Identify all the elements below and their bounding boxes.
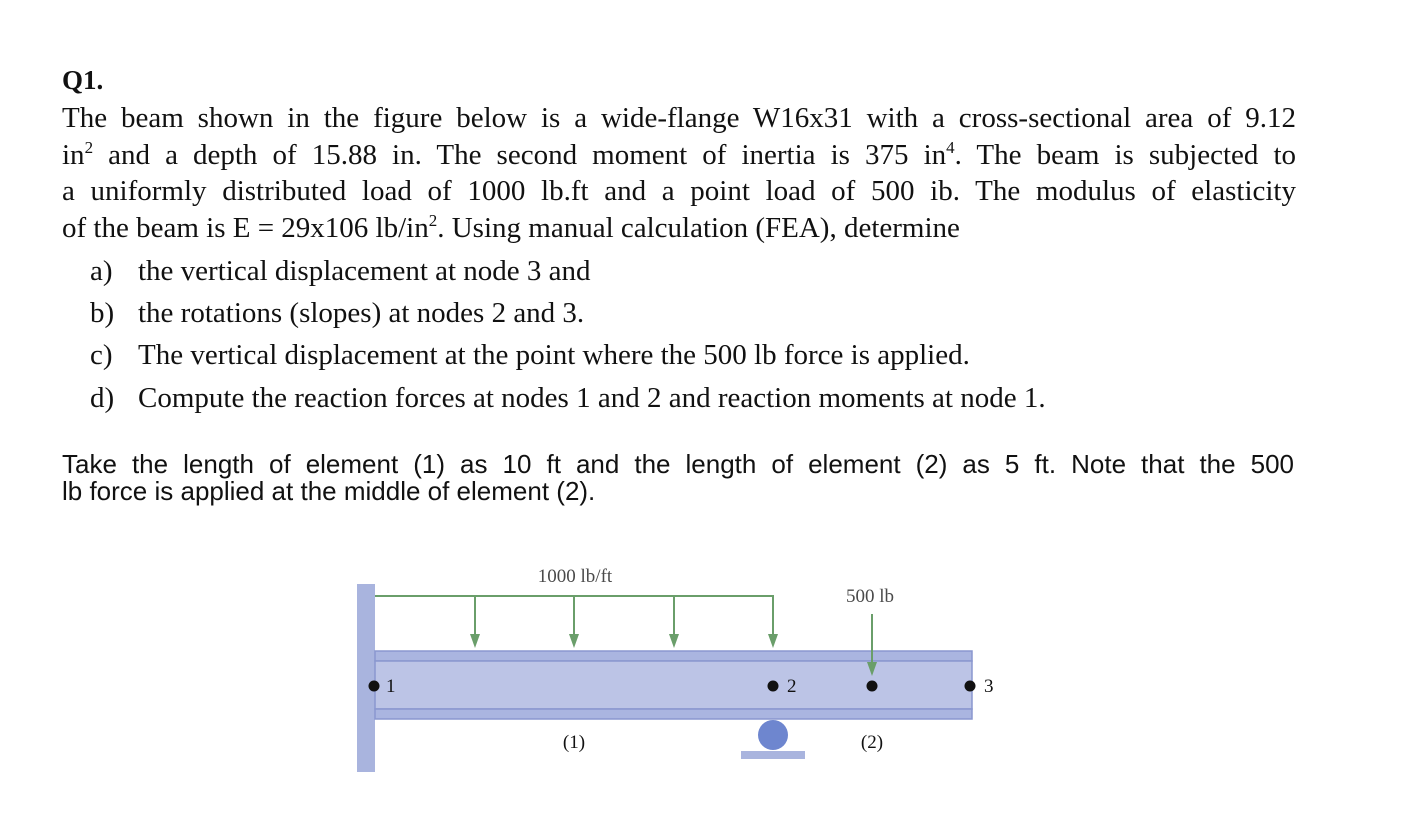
superscript: 2	[84, 138, 94, 157]
question-title: Q1.	[62, 65, 104, 95]
element-2-label: (2)	[860, 732, 884, 753]
node-3-dot	[965, 681, 976, 692]
load-point-dot	[867, 681, 878, 692]
beam-web	[375, 661, 972, 709]
paragraph-line-1: The beam shown in the figure below is a wide-flange W16x31 with a cross-sectional area of 9.12	[62, 102, 1296, 134]
list-item-text: the vertical displacement at node 3 and	[138, 255, 591, 287]
text-fragment: and a depth of 15.88 in. The second moment of inertia is 375 in	[93, 139, 947, 171]
node-2-dot	[768, 681, 779, 692]
list-item-label: b)	[90, 297, 115, 329]
node-2-label: 2	[787, 676, 797, 697]
node-1-label: 1	[386, 676, 396, 697]
text-fragment: of the beam is E = 29x106 lb/in	[62, 212, 429, 244]
point-load-label: 500 lb	[845, 586, 895, 607]
paragraph-line-3: a uniformly distributed load of 1000 lb.ft and a point load of 500 ib. The modulus of elasticity	[62, 175, 1296, 207]
load-arrow-head	[768, 634, 778, 648]
node-3-label: 3	[984, 676, 994, 697]
beam-flange-bottom	[375, 709, 972, 719]
distributed-load-label: 1000 lb/ft	[537, 566, 613, 587]
note-line-1: Take the length of element (1) as 10 ft and the length of element (2) as 5 ft. Note that the 500	[62, 449, 1294, 479]
list-item-label: d)	[90, 382, 115, 414]
list-item-label: a)	[90, 255, 113, 287]
roller-ground	[741, 751, 805, 759]
element-1-label: (1)	[562, 732, 586, 753]
superscript: 2	[428, 211, 438, 230]
roller-support	[758, 720, 788, 750]
beam-flange-top	[375, 651, 972, 661]
list-item-text: The vertical displacement at the point where the 500 lb force is applied.	[138, 339, 970, 371]
fixed-wall-support	[357, 584, 375, 772]
list-item-text: Compute the reaction forces at nodes 1 and 2 and reaction moments at node 1.	[138, 382, 1046, 414]
node-1-dot	[369, 681, 380, 692]
load-arrow-head	[569, 634, 579, 648]
load-arrow-head	[669, 634, 679, 648]
text-fragment: . The beam is subjected to	[954, 139, 1296, 171]
text-fragment: in	[62, 139, 85, 171]
superscript: 4	[946, 138, 955, 157]
note-line-2: lb force is applied at the middle of element (2).	[62, 476, 596, 506]
list-item-label: c)	[90, 339, 113, 371]
text-fragment: . Using manual calculation (FEA), determine	[437, 212, 960, 244]
load-arrow-head	[470, 634, 480, 648]
list-item-text: the rotations (slopes) at nodes 2 and 3.	[138, 297, 585, 329]
